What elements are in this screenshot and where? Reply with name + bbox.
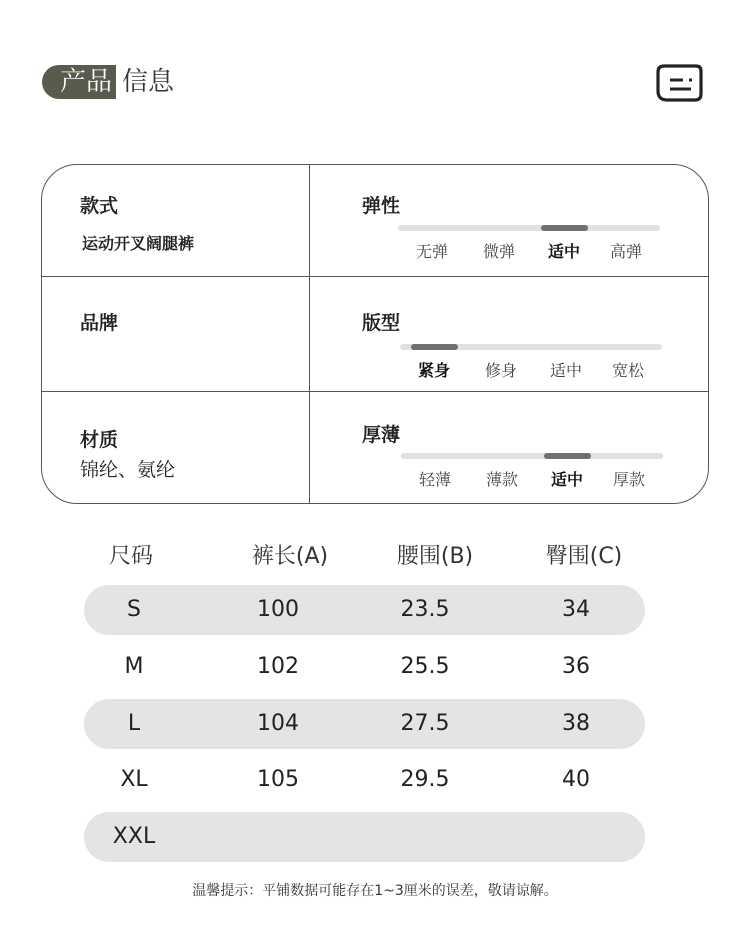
fit-scale: [400, 344, 662, 394]
scale-track: [398, 225, 660, 231]
thickness-label: 厚薄: [362, 424, 401, 446]
table-cell: L: [127, 711, 141, 736]
header-waist: 腰围(B): [396, 544, 474, 569]
title-rest: 信息: [122, 67, 175, 97]
table-row: [84, 699, 645, 749]
table-cell: XL: [120, 767, 148, 792]
table-row: [84, 642, 645, 692]
table-cell: 29.5: [400, 767, 450, 792]
table-cell: 36: [562, 654, 590, 679]
thickness-scale: [401, 453, 663, 503]
table-cell: 27.5: [400, 711, 450, 736]
scale-indicator: [541, 225, 588, 231]
table-cell: M: [124, 654, 144, 679]
material-label: 材质: [80, 429, 119, 451]
elasticity-scale: [398, 225, 660, 275]
table-cell: 105: [257, 767, 299, 792]
table-cell: XXL: [112, 824, 156, 849]
section-header: [42, 63, 174, 101]
scale-option: 厚款: [612, 470, 646, 489]
scale-option: 宽松: [611, 361, 645, 380]
table-row: [84, 585, 645, 635]
table-cell: S: [127, 597, 141, 622]
header-size: 尺码: [108, 544, 154, 569]
scale-option: 修身: [484, 361, 518, 380]
scale-option: 高弹: [609, 242, 643, 261]
divider-vertical: [309, 165, 310, 503]
table-row: [84, 812, 645, 862]
scale-option: 薄款: [485, 470, 519, 489]
table-cell: 34: [562, 597, 590, 622]
scale-option: 适中: [549, 361, 583, 380]
style-label: 款式: [80, 195, 119, 217]
brand-label: 品牌: [80, 312, 119, 334]
header-length: 裤长(A): [251, 544, 329, 569]
table-cell: 100: [257, 597, 299, 622]
table-row: [84, 755, 645, 805]
material-value: 锦纶、氨纶: [80, 459, 176, 481]
table-cell: 38: [562, 711, 590, 736]
table-cell: 25.5: [400, 654, 450, 679]
table-cell: 23.5: [400, 597, 450, 622]
scale-track: [401, 453, 663, 459]
scale-option: 轻薄: [418, 470, 452, 489]
scale-indicator: [411, 344, 458, 350]
scale-option: 适中: [547, 242, 581, 261]
scale-option: 紧身: [417, 361, 451, 380]
scale-option: 适中: [550, 470, 584, 489]
table-cell: 40: [562, 767, 590, 792]
fit-label: 版型: [362, 312, 401, 334]
size-note: 温馨提示：平铺数据可能存在1~3厘米的误差，敬请谅解。: [192, 883, 558, 899]
elasticity-label: 弹性: [362, 195, 401, 217]
style-value: 运动开叉阔腿裤: [82, 234, 195, 253]
product-info-card: [41, 164, 709, 504]
header-hip: 臀围(C): [545, 544, 623, 569]
scale-indicator: [544, 453, 591, 459]
title-highlight: 产品: [42, 65, 116, 99]
scale-option: 无弹: [415, 242, 449, 261]
menu-lines-icon: [655, 64, 703, 104]
table-cell: 104: [257, 711, 299, 736]
divider-horizontal: [42, 276, 708, 277]
table-cell: 102: [257, 654, 299, 679]
scale-option: 微弹: [482, 242, 516, 261]
